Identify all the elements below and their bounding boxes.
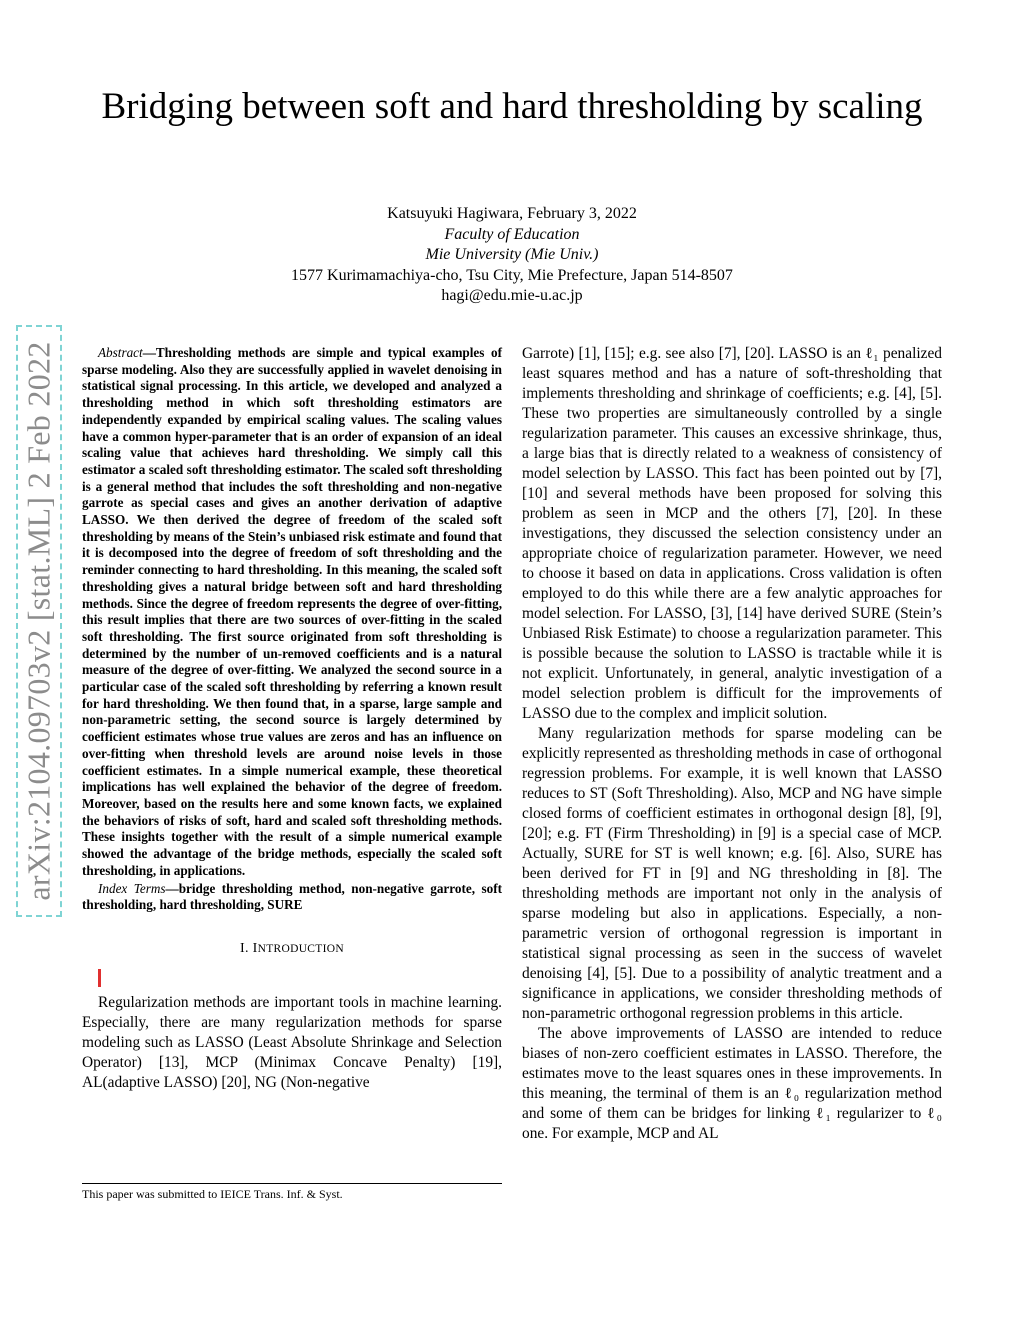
right-column	[522, 344, 942, 1144]
arxiv-stamp	[16, 325, 62, 917]
abstract-label: Abstract	[98, 345, 143, 360]
section-heading	[82, 940, 502, 958]
university: Mie University (Mie Univ.)	[425, 246, 599, 263]
intro-paragraph-right-3: The above improvements of LASSO are intended to reduce biases of non-zero coefficient estimates in LASSO. Therefore, the estimates move to the least squares ones in these improvements. In this meaning, the terminal of them is an ℓ₀ regularization method and some of them can be bridges for linking ℓ₁ regularizer to ℓ₀ one. For example, MCP and AL	[522, 1025, 942, 1142]
index-terms: Index Terms—bridge thresholding method, non-negative garrote, soft thresholding, hard thresholding, SURE	[82, 880, 502, 913]
section-number: I.	[240, 940, 249, 956]
author-block	[80, 204, 944, 307]
footnote: This paper was submitted to IEICE Trans. Inf. & Syst.	[82, 1187, 343, 1201]
section-rest: NTRODUCTION	[257, 942, 344, 955]
faculty: Faculty of Education	[444, 225, 580, 243]
intro-paragraph-right-2: Many regularization methods for sparse modeling can be explicitly represented as thresholding methods in case of orthogonal regression problems. For example, it is well known that LASSO reduces to ST (Soft Thresholding). Also, MCP and NG have simple closed forms of coefficient estimates in orthogonal design [8], [9], [20]; e.g. FT (Firm Thresholding) in [9] is a special case of MCP. Actually, SURE for ST is well known; e.g. [6]. Also, SURE has been derived for FT in [9] and NG thresholding in [8]. The thresholding methods are important not only in the analysis of sparse modeling but also in applications. Especially, a non-parametric version of orthogonal regression is important in statistical signal processing as seen in the success of wavelet denoising [4], [5]. Due to a possibility of analytic treatment and a significance in applications, we consider thresholding methods of non-parametric orthogonal regression problems in this article.	[522, 725, 942, 1022]
index-terms-label: Index Terms	[98, 880, 166, 896]
author-line: Katsuyuki Hagiwara, February 3, 2022	[387, 205, 637, 222]
abstract: Abstract—Thresholding methods are simple and typical examples of sparse modeling. Also they are successfully applied in wavelet denoising in statistical signal processing. In this article, we developed and analyzed a thresholding method in which soft thresholding estimators are independently expanded by empirical scaling values. The scaling values have a common hyper-parameter that is an order of expansion of an ideal scaling value that achieves hard thresholding. We simply call this estimator a scaled soft thresholding estimator. The scaled soft thresholding is a general method that includes the soft thresholding and non-negative garrote as special cases and gives an another derivation of adaptive LASSO. We then derived the degree of freedom of the scaled soft thresholding by means of the Stein’s unbiased risk estimate and found that it is decomposed into the degree of freedom of soft thresholding and the reminder connecting to hard thresholding. In this meaning, the scaled soft thresholding gives a natural bridge between soft and hard thresholding methods. Since the degree of freedom represents the degree of over-fitting, this result implies that there are two sources of over-fitting in the scaled soft thresholding. The first source originated from soft thresholding is determined by the number of un-removed coefficients and is a natural measure of the degree of over-fitting. We analyzed the second source in a particular case of the scaled soft thresholding by referring a known result for hard thresholding. We then found that, in a sparse, large sample and non-parametric setting, the second source is largely determined by coefficient estimates whose true values are zeros and has an influence on over-fitting when threshold levels are around noise levels in those coefficient estimates. In a simple numerical example, these theoretical implications has well explained the behavior of the degree of freedom. Moreover, based on the results here and some known facts, we explained the behaviors of risks of soft, hard and scaled soft thresholding methods. These insights together with the result of a simple numerical example showed the advantage of the bridge methods, especially the scaled soft thresholding, in applications.	[82, 345, 502, 878]
paper-title: Bridging between soft and hard thresholding by scaling	[101, 86, 923, 127]
arxiv-id: arXiv:2104.09703v2 [stat.ML] 2 Feb 2022	[20, 341, 57, 901]
section-first-letter: I	[252, 940, 258, 956]
address: 1577 Kurimamachiya-cho, Tsu City, Mie Prefecture, Japan 514-8507	[291, 266, 733, 284]
email: hagi@edu.mie-u.ac.jp	[441, 287, 583, 304]
left-column	[82, 345, 502, 1093]
abstract-text: Thresholding methods are simple and typical examples of sparse modeling. Also they are successfully applied in wavelet denoising in statistical signal processing. In this article, we developed and analyzed a thresholding method in which soft thresholding estimators are independently expanded by empirical scaling values. The scaling values have a common hyper-parameter that is an order of expansion of an ideal scaling value that achieves hard thresholding. We simply call this estimator a scaled soft thresholding estimator. The scaled soft thresholding is a general method that includes the soft thresholding and non-negative garrote as special cases and gives an another derivation of adaptive LASSO. We then derived the degree of freedom of the scaled soft thresholding by means of the Stein’s unbiased risk estimate and found that it is decomposed into the degree of freedom of soft thresholding and the reminder connecting to hard thresholding. In this meaning, the scaled soft thresholding gives a natural bridge between soft and hard thresholding methods. Since the degree of freedom represents the degree of over-fitting, this result implies that there are two sources of over-fitting in the scaled soft thresholding. The first source originated from soft thresholding is determined by the number of un-removed coefficients and is a natural measure of the degree of over-fitting. We analyzed the second source in a particular case of the scaled soft thresholding by referring a known result for hard thresholding. We then found that, in a sparse, large sample and non-parametric setting, the second source is largely determined by coefficient estimates whose true values are zeros and has an influence on over-fitting when threshold levels are around noise levels in those coefficient estimates. In a simple numerical example, these theoretical implications has well explained the behavior of the degree of freedom. Moreover, based on the results here and some known facts, we explained the behaviors of risks of soft, hard and scaled soft thresholding methods. These insights together with the result of a simple numerical example showed the advantage of the bridge methods, especially the scaled soft thresholding, in applications.	[82, 345, 502, 878]
index-terms-text: bridge thresholding method, non-negative garrote, soft thresholding, hard thresholding, SURE	[82, 880, 502, 913]
intro-paragraph-right-1: Garrote) [1], [15]; e.g. see also [7], [20]. LASSO is an ℓ₁ penalized least squares method and has a nature of soft-thresholding that implements thresholding and shrinkage of coefficients; e.g. [4], [5]. These two properties are simultaneously controlled by a single regularization parameter. This causes an excessive shrinkage, thus, a large bias that is directly related to a weakness of consistency of model selection by LASSO. This fact has been pointed out by [7], [10] and several methods have been proposed for solving this problem as seen in MCP and the others [7], [20]. In these investigations, they discussed the selection consistency under an appropriate choice of regularization parameter. However, we need to choose it based on data in applications. Cross validation is often employed to do this while there are a few analytic approaches for model selection. For LASSO, [3], [14] have derived SURE (Stein’s Unbiased Risk Estimate) to choose a regularization parameter. This is possible because the solution to LASSO is tractable while it is not explicit. Unfortunately, in general, analytic investigation of a model selection problem is difficult for the improvements of LASSO due to the complex and implicit solution.	[522, 345, 942, 722]
intro-paragraph-left: Regularization methods are important tools in machine learning. Especially, there are many regularization methods for sparse modeling such as LASSO (Least Absolute Shrinkage and Selection Operator) [13], MCP (Minimax Concave Penalty) [19], AL(adaptive LASSO) [20], NG (Non-negative	[82, 993, 502, 1091]
footnote-rule	[82, 1183, 502, 1184]
text-cursor-marker	[98, 969, 101, 987]
